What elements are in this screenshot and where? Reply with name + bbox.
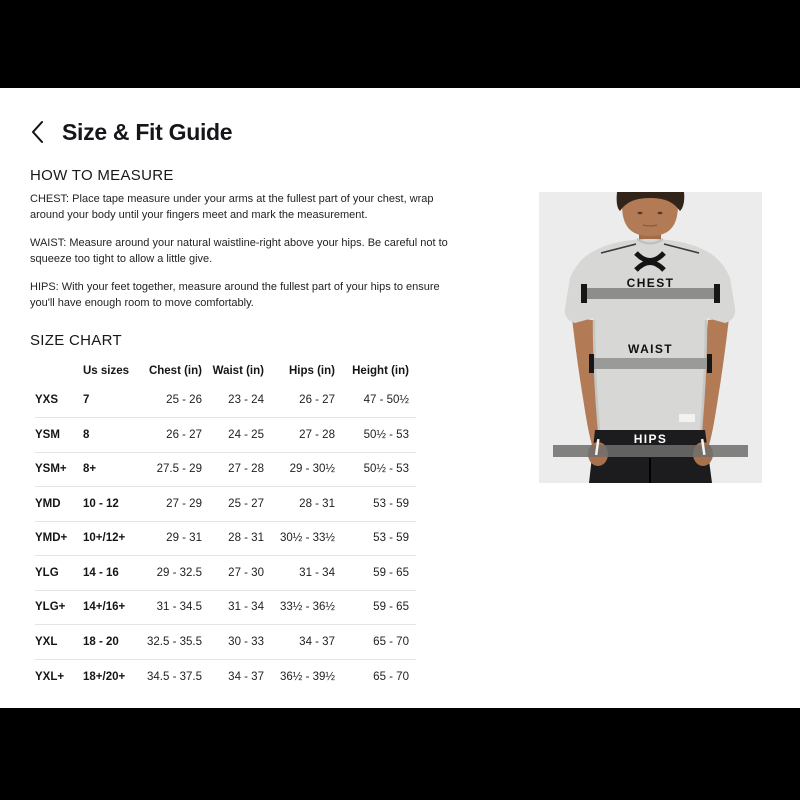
cell-size: YLG (35, 566, 59, 579)
size-chart-row (35, 590, 416, 625)
cell-us: 18+/20+ (83, 670, 126, 683)
back-chevron-icon (30, 120, 44, 144)
cell-waist: 24 - 25 (228, 428, 264, 441)
size-chart-row (35, 521, 416, 556)
cell-height: 47 - 50½ (363, 394, 409, 406)
cell-waist: 23 - 24 (228, 394, 264, 406)
cell-height: 59 - 65 (373, 566, 409, 579)
cell-hips: 34 - 37 (299, 635, 335, 648)
cell-height: 53 - 59 (373, 497, 409, 510)
cell-us: 7 (83, 394, 90, 406)
cell-height: 65 - 70 (373, 635, 409, 648)
cell-chest: 34.5 - 37.5 (147, 670, 202, 683)
cell-us: 10+/12+ (83, 532, 126, 545)
cell-us: 8 (83, 428, 90, 441)
cell-hips: 36½ - 39½ (280, 670, 335, 683)
cell-chest: 26 - 27 (166, 428, 202, 441)
measure-instruction-hips: HIPS: With your feet together, measure around the fullest part of your hips to ensure you'll have enough room to move comfortably. (30, 281, 440, 309)
cell-chest: 27.5 - 29 (156, 463, 202, 476)
top-black-bar (0, 0, 800, 88)
cell-height: 50½ - 53 (363, 463, 409, 476)
column-header-us-sizes: Us sizes (83, 365, 130, 377)
cell-height: 50½ - 53 (363, 428, 409, 441)
cell-hips: 31 - 34 (299, 566, 335, 579)
cell-size: YLG+ (35, 601, 66, 614)
page-title: Size & Fit Guide (62, 118, 233, 145)
column-header-size (35, 359, 83, 383)
cell-hips: 30½ - 33½ (280, 532, 335, 545)
cell-height: 59 - 65 (373, 601, 409, 614)
hips-measure-band (553, 445, 748, 457)
cell-size: YMD+ (35, 532, 68, 545)
cell-waist: 34 - 37 (228, 670, 264, 683)
column-header-chest: Chest (in) (148, 365, 202, 377)
cell-waist: 27 - 28 (228, 463, 264, 476)
bottom-black-bar (0, 708, 800, 800)
cell-chest: 25 - 26 (166, 394, 202, 406)
size-chart-table (35, 359, 416, 694)
photo-waist-label: WAIST (628, 342, 673, 356)
size-chart-row (35, 452, 416, 487)
cell-waist: 27 - 30 (228, 566, 264, 579)
cell-size: YXL+ (35, 670, 65, 683)
how-to-measure-heading: HOW TO MEASURE (30, 167, 174, 184)
cell-waist: 28 - 31 (228, 532, 264, 545)
cell-us: 8+ (83, 463, 97, 476)
column-header-waist: Waist (in) (212, 365, 264, 377)
column-header-height: Height (in) (352, 365, 409, 377)
measure-instruction-chest: CHEST: Place tape measure under your arms at the fullest part of your chest, wrap around your body until your fingers meet and mark the measurement. (30, 193, 434, 221)
cell-waist: 25 - 27 (228, 497, 264, 510)
back-button[interactable] (30, 117, 52, 147)
cell-us: 14+/16+ (83, 601, 126, 614)
cell-size: YSM (35, 428, 60, 441)
cell-size: YSM+ (35, 463, 67, 476)
measure-instruction-waist: WAIST: Measure around your natural waistline-right above your hips. Be careful not to squeeze too tight to allow a little give. (30, 237, 448, 265)
cell-us: 10 - 12 (83, 497, 119, 510)
cell-hips: 27 - 28 (299, 428, 335, 441)
cell-size: YMD (35, 497, 61, 510)
waist-measure-band (591, 358, 710, 369)
cell-chest: 31 - 34.5 (156, 601, 202, 614)
size-chart-row (35, 418, 416, 453)
size-chart-row (35, 487, 416, 522)
fit-model-photo (539, 192, 762, 483)
photo-chest-label: CHEST (626, 276, 675, 290)
content-area (30, 88, 520, 694)
cell-size: YXS (35, 394, 59, 406)
cell-chest: 29 - 32.5 (156, 566, 202, 579)
size-chart-row (35, 659, 416, 694)
size-chart-row (35, 625, 416, 660)
cell-waist: 31 - 34 (228, 601, 264, 614)
page-header (30, 117, 520, 147)
cell-waist: 30 - 33 (228, 635, 264, 648)
photo-hips-label: HIPS (633, 432, 668, 446)
size-chart-heading: SIZE CHART (30, 332, 122, 349)
cell-hips: 26 - 27 (299, 394, 335, 406)
cell-chest: 32.5 - 35.5 (147, 635, 202, 648)
cell-hips: 29 - 30½ (289, 463, 335, 476)
column-header-hips: Hips (in) (288, 365, 335, 377)
cell-height: 65 - 70 (373, 670, 409, 683)
cell-hips: 28 - 31 (299, 497, 335, 510)
cell-us: 14 - 16 (83, 566, 119, 579)
size-chart-row (35, 556, 416, 591)
cell-chest: 27 - 29 (166, 497, 202, 510)
size-chart-row (35, 383, 416, 418)
size-chart-header-row (35, 359, 416, 383)
cell-size: YXL (35, 635, 58, 648)
cell-us: 18 - 20 (83, 635, 119, 648)
cell-hips: 33½ - 36½ (280, 601, 335, 614)
cell-chest: 29 - 31 (166, 532, 202, 545)
cell-height: 53 - 59 (373, 532, 409, 545)
